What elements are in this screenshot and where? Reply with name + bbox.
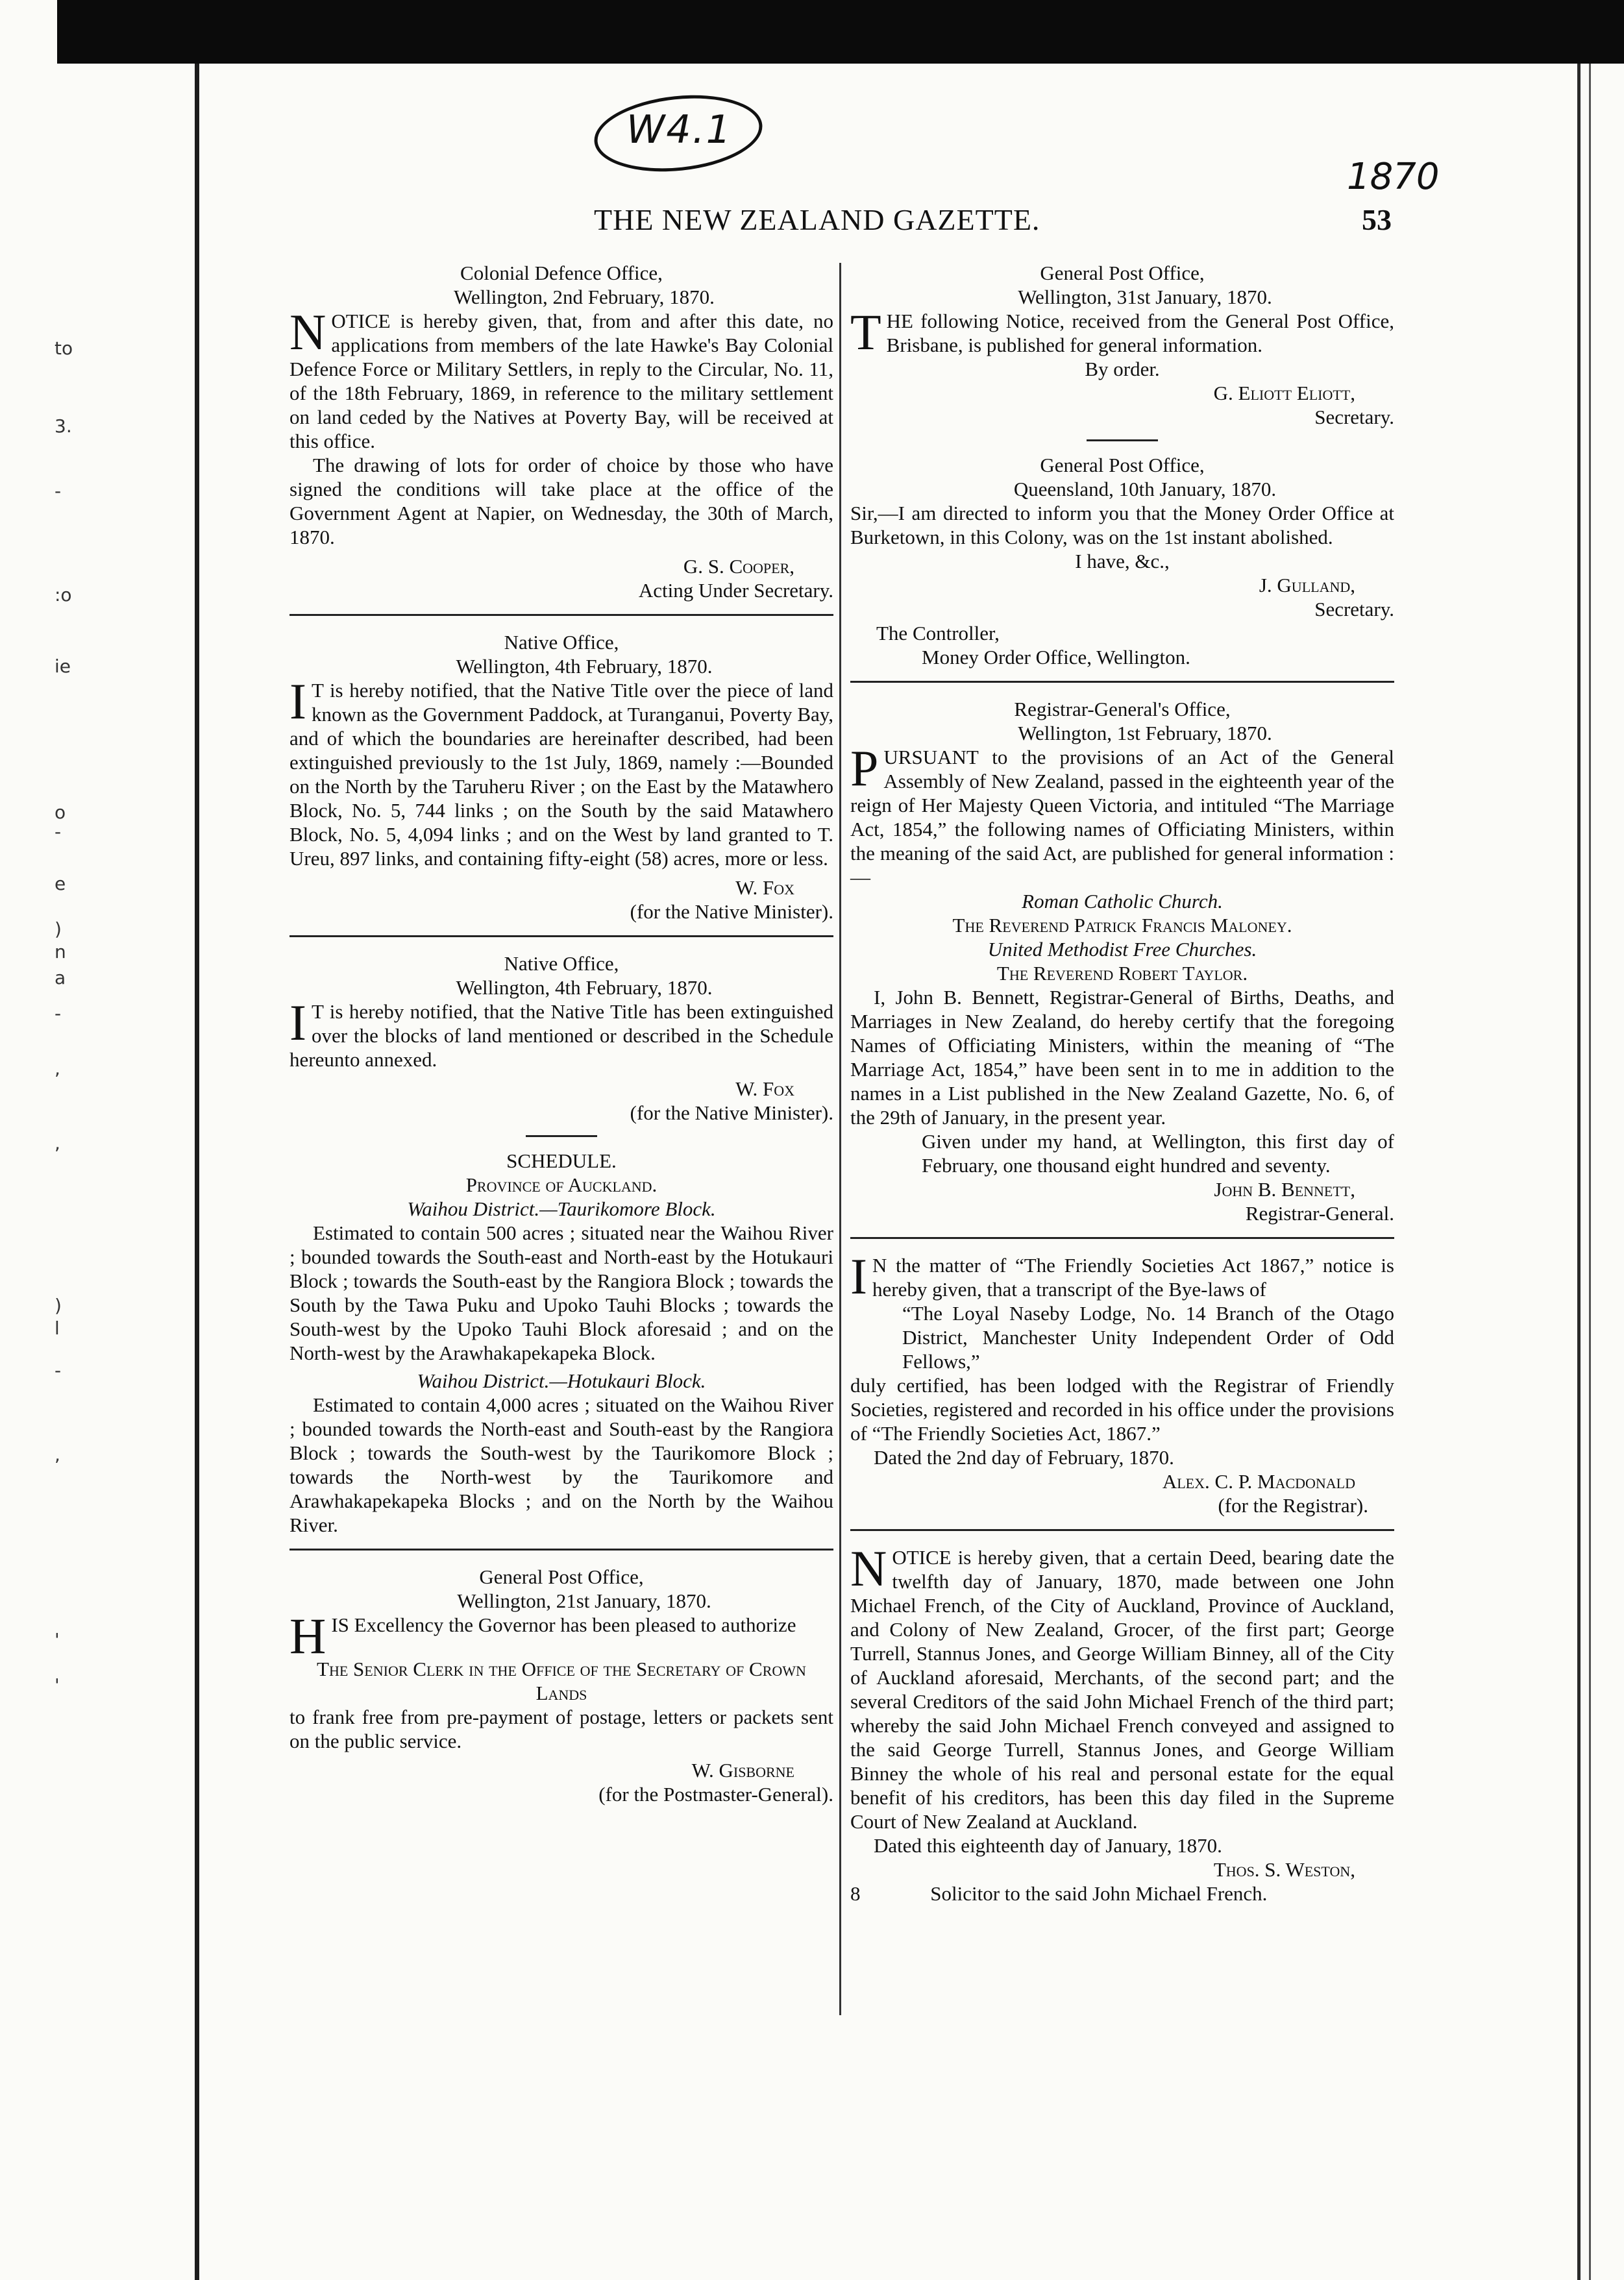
section-rule (850, 1237, 1394, 1239)
notice-post-office-brisbane (850, 261, 1394, 669)
notice-body (850, 740, 1394, 889)
signature-title: Registrar-General. (1245, 1202, 1394, 1225)
handwritten-tag: W4.1 (626, 107, 732, 153)
signature-title: (for the Registrar). (1218, 1494, 1368, 1517)
letter-date: Queensland, 10th January, 1870. (1013, 478, 1277, 500)
notice-registrar-general (850, 697, 1394, 1225)
notice-paragraph: I, John B. Bennett, Registrar-General of Births, Deaths, and Marriages in New Zealand, do hereby certify that the foregoing Names of Officiating Ministers, within the meaning of “The Marriage Act, 1854,” have been sent in to me in addition to the names in a List published in the New Zealand Gazette, No. 6, of the 29th of January, in the present year. (850, 986, 1394, 1129)
signature-line (850, 1882, 1394, 1906)
block-description: Estimated to contain 4,000 acres ; situated on the Waihou River ; bounded towards the North-east and South-east by the Rangiora Block ; towards the South-west by the Taurikomore Block ; towards the North-west by the Taurikomore and Arawhakapekapeka Blocks ; and on the North by the Waihou River. (289, 1393, 833, 1536)
notice-office: General Post Office, (479, 1565, 644, 1588)
notice-date: Wellington, 1st February, 1870. (1018, 722, 1272, 744)
notice-dated: Dated this eighteenth day of January, 1870. (874, 1834, 1222, 1857)
notice-office: Native Office, (504, 952, 619, 975)
notice-date: Wellington, 31st January, 1870. (1018, 286, 1272, 308)
notice-post-office-franking (289, 1565, 833, 1806)
drop-cap: I (850, 1248, 867, 1305)
minister-name: The Reverend Robert Taylor. (996, 962, 1248, 985)
signature-name: W. Fox (735, 876, 794, 899)
notice-colonial-defence (289, 261, 833, 602)
margin-mark: o (55, 802, 66, 823)
notice-date: Wellington, 21st January, 1870. (457, 1589, 711, 1612)
section-rule (850, 1529, 1394, 1531)
letter-body: Sir,—I am directed to inform you that the Money Order Office at Burketown, in this Colony, was on the 1st instant abolished. (850, 502, 1394, 548)
notice-paragraph: T is hereby notified, that the Native Title over the piece of land known as the Government Paddock, at Turanganui, Poverty Bay, and of which the boundaries are hereinafter described, had been extinguished previously to the 1st July, 1869, namely :—Bounded on the North by the Taruheru River ; on the East by the Matawhero Block, No. 5, 744 links ; on the South by the said Matawhero Block, No. 5, 4,094 links ; and on the West by land granted to T. Ureu, 897 links, and containing fifty-eight (58) acres, more or less. (289, 679, 833, 870)
signature-title: Secretary. (1314, 406, 1394, 428)
by-order: By order. (1085, 358, 1160, 380)
minister-name: The Reverend Patrick Francis Maloney. (952, 914, 1292, 937)
margin-mark: l (55, 1318, 60, 1339)
notice-body (850, 304, 1394, 360)
left-column (289, 261, 833, 1806)
signature-name: W. Fox (735, 1077, 794, 1100)
margin-mark: :o (55, 584, 72, 606)
notice-native-office-schedule (289, 951, 833, 1537)
signature-title: Solicitor to the said John Michael French. (930, 1882, 1268, 1905)
notice-paragraph: N the matter of “The Friendly Societies Act 1867,” notice is hereby given, that a transcript of the Bye-laws of (872, 1254, 1394, 1301)
short-rule (1087, 439, 1158, 441)
signature-name: John B. Bennett, (1214, 1178, 1355, 1201)
handwritten-year: 1870 (1347, 156, 1440, 198)
drop-cap: P (850, 740, 879, 796)
letter-addressee: The Controller, (876, 622, 1000, 644)
margin-mark: , (55, 1133, 60, 1154)
notice-friendly-societies (850, 1248, 1394, 1517)
notice-deed-french (850, 1540, 1394, 1906)
notice-office: General Post Office, (1040, 262, 1205, 284)
church-name: Roman Catholic Church. (1022, 890, 1223, 913)
notice-office: Native Office, (504, 631, 619, 654)
church-name: United Methodist Free Churches. (987, 938, 1257, 961)
margin-mark: , (55, 1058, 60, 1079)
letter-addressee: Money Order Office, Wellington. (922, 646, 1190, 668)
right-column (850, 261, 1394, 1906)
section-rule (289, 614, 833, 616)
scan-top-band (57, 0, 1624, 64)
margin-mark: - (55, 1360, 62, 1381)
signature-title: (for the Native Minister). (630, 900, 833, 923)
notice-paragraph: T is hereby notified, that the Native Title has been extinguished over the blocks of land mentioned or described in the Schedule hereunto annexed. (289, 1000, 833, 1071)
notice-body (289, 1608, 833, 1664)
notice-date: Wellington, 2nd February, 1870. (454, 286, 715, 308)
letter-closing: I have, &c., (1075, 550, 1170, 572)
section-rule (850, 681, 1394, 683)
block-title: Waihou District.—Taurikomore Block. (407, 1197, 716, 1220)
drop-cap: T (850, 304, 881, 360)
notice-paragraph: OTICE is hereby given, that a certain Deed, bearing date the twelfth day of January, 1870, made between one John Michael French, of the City of Auckland, Province of Auckland, and Colony of New Zealand, Grocer, of the first part; George Turrell, Stannus Jones, and George William Binney, all of the City of Auckland aforesaid, Merchants, of the second part; and the several Creditors of the said John Michael French of the third part; whereby the said John Michael French conveyed and assigned to the said George Turrell, Stannus Jones, and George William Binney the whole of his real and personal estate for the equal benefit of his creditors, has been this day filed in the Supreme Court of New Zealand at Auckland. (850, 1546, 1394, 1833)
notice-paragraph: IS Excellency the Governor has been pleased to authorize (331, 1613, 796, 1636)
margin-mark: 3. (55, 415, 72, 437)
letter-signature-title: Secretary. (1314, 598, 1394, 620)
block-title: Waihou District.—Hotukauri Block. (417, 1369, 706, 1392)
notice-body (289, 673, 833, 870)
scan-right-edge (1577, 64, 1581, 2280)
drop-cap: H (289, 1608, 326, 1664)
drop-cap: N (289, 304, 326, 360)
notice-paragraph: OTICE is hereby given, that, from and after this date, no applications from members of the late Hawke's Bay Colonial Defence Force or Military Settlers, in reply to the Circular, No. 11, of the 18th February, 1869, in reference to the military settlement on land ceded by the Natives at Poverty Bay, will be received at this office. (289, 310, 833, 452)
notice-date: Wellington, 4th February, 1870. (456, 655, 713, 678)
section-rule (289, 1549, 833, 1551)
signature-name: G. S. Cooper, (683, 555, 794, 578)
margin-mark: - (55, 821, 62, 842)
signature-name: G. Eliott Eliott, (1213, 382, 1355, 404)
notice-office: Colonial Defence Office, (460, 262, 663, 284)
notice-paragraph: URSUANT to the provisions of an Act of the General Assembly of New Zealand, passed in the eighteenth year of the reign of Her Majesty Queen Victoria, and intituled “The Marriage Act, 1854,” the following names of Officiating Ministers, within the meaning of the said Act, are published for general information :— (850, 746, 1394, 889)
drop-cap: I (289, 994, 306, 1051)
margin-mark: a (55, 967, 66, 988)
notice-paragraph: The drawing of lots for order of choice by those who have signed the conditions will take place at the office of the Government Agent at Napier, on Wednesday, the 30th of March, 1870. (289, 454, 833, 548)
drop-cap: N (850, 1540, 887, 1597)
margin-mark: n (55, 941, 66, 962)
lodge-name: “The Loyal Naseby Lodge, No. 14 Branch of the Otago District, Manchester Unity Independent Order of Odd Fellows,” (902, 1302, 1394, 1373)
notice-native-office-paddock (289, 630, 833, 924)
schedule-heading: SCHEDULE. (506, 1149, 617, 1172)
signature-title: (for the Postmaster-General). (598, 1783, 833, 1806)
margin-mark: - (55, 1003, 62, 1024)
notice-paragraph: HE following Notice, received from the General Post Office, Brisbane, is published for general information. (886, 310, 1394, 356)
notice-paragraph: duly certified, has been lodged with the Registrar of Friendly Societies, registered and recorded in his office under the provisions of “The Friendly Societies Act, 1867.” (850, 1374, 1394, 1445)
margin-mark: ie (55, 656, 71, 677)
page-number: 53 (1362, 203, 1392, 236)
letter-office: General Post Office, (1040, 454, 1205, 476)
margin-mark: to (55, 337, 73, 359)
column-divider (839, 263, 841, 2015)
notice-body (850, 1248, 1394, 1305)
letter-signature: J. Gulland, (1259, 574, 1355, 596)
notice-dated: Dated the 2nd day of February, 1870. (874, 1446, 1174, 1469)
margin-mark: e (55, 873, 66, 894)
notice-body (850, 1540, 1394, 1833)
notice-paragraph: to frank free from pre-payment of postage, letters or packets sent on the public service. (289, 1706, 833, 1752)
drop-cap: I (289, 673, 306, 729)
margin-mark: ' (55, 1674, 60, 1696)
notice-office: Registrar-General's Office, (1014, 698, 1231, 720)
signature-title: Acting Under Secretary. (638, 579, 833, 602)
signature-name: W. Gisborne (691, 1759, 794, 1782)
block-description: Estimated to contain 500 acres ; situated near the Waihou River ; bounded towards the South-east and North-east by the Hotukauri Block ; towards the South-east by the Rangiora Block ; towards the South by the Tawa Puku and Upoko Tauhi Blocks ; towards the South-west by the Upoko Tauhi Block aforesaid ; and on the North-west by the Arawhakapekapeka Block. (289, 1221, 833, 1364)
authorized-officer: The Senior Clerk in the Office of the Secretary of Crown Lands (317, 1658, 806, 1704)
signature-prefix: 8 (850, 1882, 861, 1905)
page-title: THE NEW ZEALAND GAZETTE. (594, 203, 1040, 236)
signature-title: (for the Native Minister). (630, 1101, 833, 1124)
margin-mark: ) (55, 1295, 62, 1316)
margin-mark: ' (55, 1629, 60, 1650)
scan-left-edge (195, 64, 199, 2280)
scan-right-edge-inner (1589, 64, 1591, 2280)
margin-mark: ) (55, 918, 62, 940)
notice-body (289, 994, 833, 1072)
signature-name: Thos. S. Weston, (1213, 1858, 1355, 1881)
notice-body (289, 304, 833, 453)
given-under-hand: Given under my hand, at Wellington, this first day of February, one thousand eight hundred and seventy. (922, 1130, 1394, 1177)
margin-mark: - (55, 480, 62, 502)
margin-mark: , (55, 1444, 60, 1465)
short-rule (526, 1135, 597, 1137)
section-rule (289, 935, 833, 937)
province-heading: Province of Auckland. (465, 1173, 658, 1196)
notice-date: Wellington, 4th February, 1870. (456, 976, 713, 999)
signature-name: Alex. C. P. Macdonald (1162, 1470, 1355, 1493)
